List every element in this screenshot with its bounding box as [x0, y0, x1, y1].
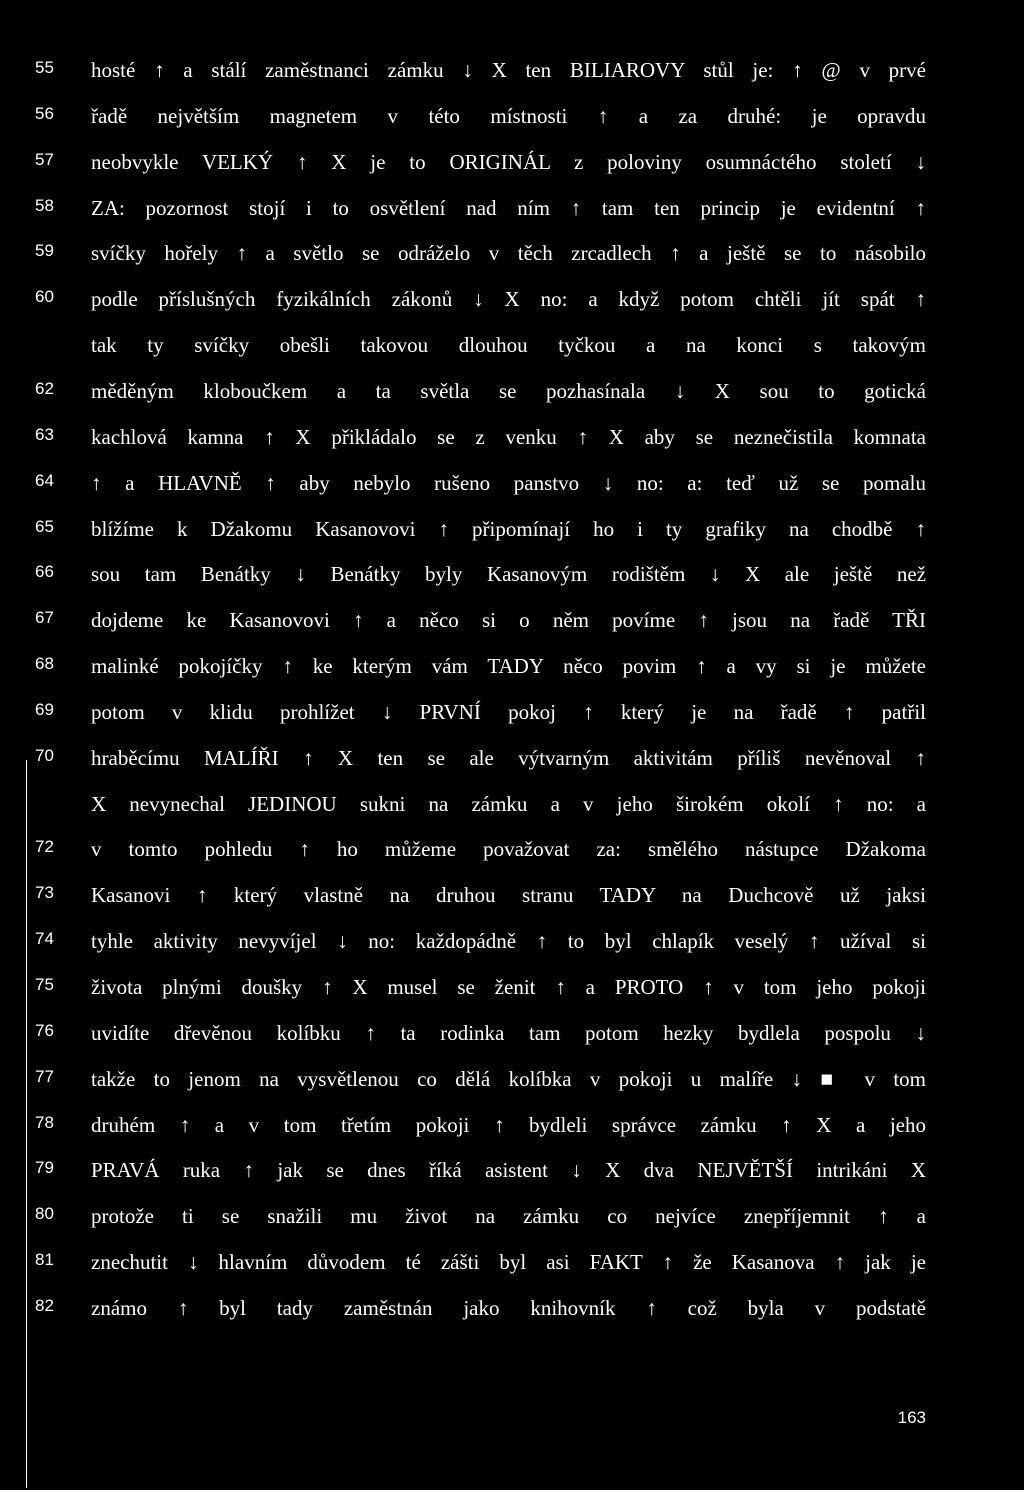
line-text: dojdeme ke Kasanovovi ↑ a něco si o něm povíme ↑ jsou na řadě TŘI — [91, 608, 926, 633]
transcript-line — [0, 196, 1024, 242]
transcript-line — [0, 1204, 1024, 1250]
transcript-line — [0, 379, 1024, 425]
line-text: života plnými doušky ↑ X musel se ženit ↑ a PROTO ↑ v tom jeho pokoji — [91, 975, 926, 999]
line-text: Kasanovi ↑ který vlastně na druhou stranu TADY na Duchcově už jaksi — [91, 883, 926, 908]
line-text: podle příslušných fyzikálních zákonů ↓ X no: a když potom chtěli jít spát ↑ — [91, 287, 926, 312]
line-number: 80 — [35, 1204, 54, 1224]
transcript-line — [0, 1021, 1024, 1067]
line-number: 56 — [35, 103, 54, 123]
line-text: neobvykle VELKÝ ↑ X je to ORIGINÁL z poloviny osumnáctého století ↓ — [91, 149, 926, 174]
line-text: ↑ a HLAVNĚ ↑ aby nebylo rušeno panstvo ↓ no: a: teď už se pomalu — [91, 470, 926, 495]
line-text: potom v klidu prohlížet ↓ PRVNÍ pokoj ↑ který je na řadě ↑ patřil — [91, 699, 926, 724]
line-text: druhém ↑ a v tom třetím pokoji ↑ bydleli správce zámku ↑ X a jeho — [91, 1112, 926, 1137]
line-number: 66 — [35, 562, 54, 582]
line-number: 81 — [35, 1250, 54, 1270]
line-number: 82 — [35, 1295, 54, 1315]
line-number: 79 — [35, 1158, 54, 1178]
transcript-line — [0, 471, 1024, 517]
line-number: 78 — [35, 1112, 54, 1132]
line-text: hraběcímu MALÍŘI ↑ X ten se ale výtvarným aktivitám příliš nevěnoval ↑ — [91, 745, 926, 770]
line-number: 70 — [35, 745, 54, 765]
transcript-line — [0, 333, 1024, 379]
line-number: 60 — [35, 287, 54, 307]
transcript-line — [0, 654, 1024, 700]
transcript-line — [0, 700, 1024, 746]
line-number: 57 — [35, 149, 54, 169]
line-number: 58 — [35, 195, 54, 215]
line-text: měděným kloboučkem a ta světla se pozhasínala ↓ X sou to gotická — [91, 378, 926, 403]
line-number: 64 — [35, 470, 54, 490]
transcript-line — [0, 746, 1024, 792]
transcript-line — [0, 792, 1024, 838]
line-text: blížíme k Džakomu Kasanovovi ↑ připomínají ho i ty grafiky na chodbě ↑ — [91, 516, 926, 541]
line-text: známo ↑ byl tady zaměstnán jako knihovník ↑ což byla v podstatě — [91, 1295, 926, 1320]
line-text: malinké pokojíčky ↑ ke kterým vám TADY něco povim ↑ a vy si je můžete — [91, 654, 926, 679]
transcript-line — [0, 150, 1024, 196]
line-text: řadě největším magnetem v této místnosti ↑ a za druhé: je opravdu — [91, 103, 926, 128]
line-text: X nevynechal JEDINOU sukni na zámku a v jeho širokém okolí ↑ no: a — [91, 791, 926, 816]
line-text: kachlová kamna ↑ X přikládalo se z venku ↑ X aby se neznečistila komnata — [91, 424, 926, 449]
transcript-line — [0, 1250, 1024, 1296]
transcript-line — [0, 287, 1024, 333]
transcript-line — [0, 1158, 1024, 1204]
transcript-line — [0, 837, 1024, 883]
page-number: 163 — [897, 1408, 926, 1427]
line-text: PRAVÁ ruka ↑ jak se dnes říká asistent ↓ X dva NEJVĚTŠÍ intrikáni X — [91, 1158, 926, 1183]
line-number: 65 — [35, 516, 54, 536]
transcript-line — [0, 104, 1024, 150]
line-number: 63 — [35, 424, 54, 444]
transcript-line — [0, 517, 1024, 563]
line-text: uvidíte dřevěnou kolíbku ↑ ta rodinka tam potom hezky bydlela pospolu ↓ — [91, 1020, 926, 1045]
line-text: hosté ↑ a stálí zaměstnanci zámku ↓ X ten BILIAROVY stůl je: ↑ @ v prvé — [91, 58, 926, 82]
transcript-line — [0, 241, 1024, 287]
transcript-line — [0, 58, 1024, 104]
line-text: svíčky hořely ↑ a světlo se odráželo v těch zrcadlech ↑ a ještě se to násobilo — [91, 241, 926, 266]
transcript-line — [0, 883, 1024, 929]
transcript-line — [0, 562, 1024, 608]
transcript-line — [0, 1067, 1024, 1113]
line-number: 76 — [35, 1020, 54, 1040]
transcript-line — [0, 425, 1024, 471]
line-text: sou tam Benátky ↓ Benátky byly Kasanovým rodištěm ↓ X ale ještě než — [91, 562, 926, 587]
line-number: 62 — [35, 378, 54, 398]
line-number: 73 — [35, 883, 54, 903]
line-number: 77 — [35, 1066, 54, 1086]
line-number: 59 — [35, 241, 54, 261]
transcript-line — [0, 608, 1024, 654]
transcript-line — [0, 1113, 1024, 1159]
transcript-line — [0, 1296, 1024, 1342]
line-text: ZA: pozornost stojí i to osvětlení nad ním ↑ tam ten princip je evidentní ↑ — [91, 195, 926, 220]
line-text: znechutit ↓ hlavním důvodem té zášti byl asi FAKT ↑ že Kasanova ↑ jak je — [91, 1250, 926, 1275]
line-number: 68 — [35, 654, 54, 674]
line-text: v tomto pohledu ↑ ho můžeme považovat za: smělého nástupce Džakoma — [91, 837, 926, 862]
line-text: tyhle aktivity nevyvíjel ↓ no: každopádně ↑ to byl chlapík veselý ↑ užíval si — [91, 929, 926, 954]
line-number: 72 — [35, 837, 54, 857]
transcript-line — [0, 929, 1024, 975]
line-text: protože ti se snažili mu život na zámku co nejvíce znepříjemnit ↑ a — [91, 1204, 926, 1229]
line-number: 74 — [35, 929, 54, 949]
line-number: 75 — [35, 975, 54, 994]
transcript-line — [0, 975, 1024, 1021]
line-text: takže to jenom na vysvětlenou co dělá kolíbka v pokoji u malíře ↓ ■ v tom — [91, 1066, 926, 1091]
line-text: tak ty svíčky obešli takovou dlouhou tyčkou a na konci s takovým — [91, 333, 926, 358]
line-number: 67 — [35, 608, 54, 628]
line-number: 69 — [35, 699, 54, 719]
line-number: 55 — [35, 58, 54, 77]
